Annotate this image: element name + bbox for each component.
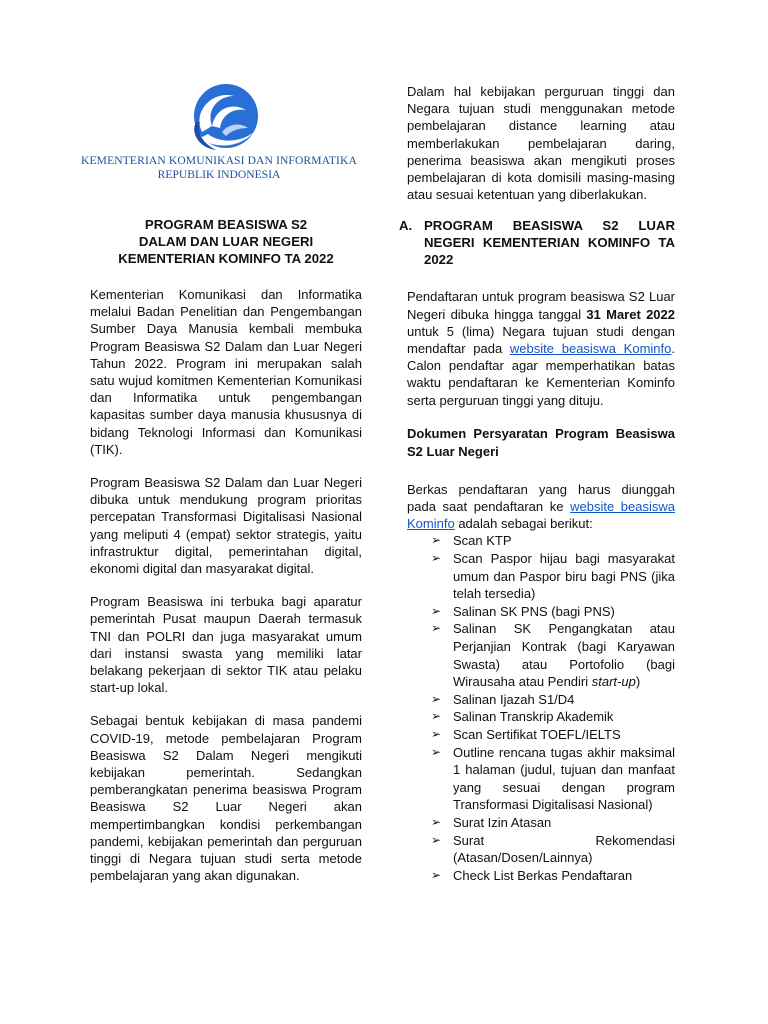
title-line-2: DALAM DAN LUAR NEGERI (138, 234, 314, 249)
upload-text-2: adalah sebagai berikut: (454, 516, 593, 532)
section-letter: A. (399, 218, 413, 234)
upload-text-1: Berkas pendaftaran yang harus diunggah pada saat pendaftaran ke (407, 481, 675, 515)
website-link[interactable]: website beasiswa Kominfo (509, 341, 672, 357)
arrow-bullet-icon: ➢ (431, 551, 442, 566)
list-item: ➢ Salinan SK PNS (bagi PNS) (431, 603, 615, 619)
section-title: PROGRAM BEASISWA S2 LUAR NEGERI KEMENTERIAN KOMINFO TA 2022 (424, 218, 675, 268)
ministry-subtitle: REPUBLIK INDONESIA (157, 168, 281, 181)
arrow-bullet-icon: ➢ (431, 814, 442, 829)
website-link-2[interactable]: website beasiswa Kominfo (407, 499, 676, 532)
list-item: ➢ Salinan Transkrip Akademik (431, 709, 614, 725)
list-item: ➢ Surat Izin Atasan (431, 814, 552, 830)
arrow-bullet-icon: ➢ (431, 832, 442, 847)
left-column (81, 82, 362, 885)
paragraph-intro: Kementerian Komunikasi dan Informatika melalui Badan Penelitian dan Pengembangan Sumber Daya Manusia kembali membuka Program Beasiswa S2 Dalam dan Luar Negeri Tahun 2022. Program ini merupakan salah satu wujud komitmen Kementerian Komunikasi dan Informatika untuk pengembangan kapasitas sumber daya manusia khususnya di bidang Teknologi Informasi dan Komunikasi (TIK). (90, 287, 362, 457)
right-column (399, 83, 676, 884)
list-item: ➢ Scan KTP (431, 533, 512, 549)
arrow-bullet-icon: ➢ (431, 744, 442, 759)
title-line-1: PROGRAM BEASISWA S2 (144, 217, 308, 232)
arrow-bullet-icon: ➢ (431, 709, 442, 724)
paragraph-distance-learning: Dalam hal kebijakan perguruan tinggi dan Negara tujuan studi menggunakan metode pembelajaran distance learning atau memberlakukan pembelajaran daring, penerima beasiswa akan mengikuti proses pembelajaran di kota domisili masing-masing atau sesuai ketentuan yang diberlakukan. (407, 84, 675, 203)
registration-text-1: Pendaftaran untuk program beasiswa S2 Luar Negeri dibuka hingga tanggal (407, 289, 675, 322)
list-item: ➢ Salinan SK Pengangkatan atau Perjanjian Kontrak (bagi Karyawan Swasta) atau Portofolio (bagi Wirausaha atau Pendiri start-up) (431, 621, 675, 690)
registration-text-2: untuk 5 (lima) Negara tujuan studi dengan mendaftar pada (407, 323, 675, 357)
arrow-bullet-icon: ➢ (431, 867, 442, 882)
list-item: ➢ Surat Rekomendasi (Atasan/Dosen/Lainnya) (431, 832, 675, 866)
section-heading-a (399, 217, 675, 268)
ministry-header (74, 82, 360, 186)
arrow-bullet-icon: ➢ (431, 726, 442, 741)
paragraph-purpose: Program Beasiswa S2 Dalam dan Luar Negeri dibuka untuk mendukung program prioritas percepatan Transformasi Digitalisasi Nasional yang meliputi 4 (empat) sektor strategis, yaitu infrastruktur digital, pemerintahan digital, ekonomi digital dan masyarakat digital. (90, 475, 362, 577)
list-item: ➢ Check List Berkas Pendaftaran (431, 867, 633, 883)
ministry-name: KEMENTERIAN KOMUNIKASI DAN INFORMATIKA (81, 154, 357, 167)
list-item: ➢ Scan Sertifikat TOEFL/IELTS (431, 726, 621, 742)
list-item: ➢ Salinan Ijazah S1/D4 (431, 691, 575, 707)
page-title (90, 216, 362, 267)
paragraph-eligibility: Program Beasiswa ini terbuka bagi aparatur pemerintah Pusat maupun Daerah termasuk TNI dan POLRI dan juga masyarakat umum dari instansi swasta yang memiliki latar belakang pekerjaan di sektor TIK atau pelaku start-up lokal. (90, 594, 362, 696)
title-line-3: KEMENTERIAN KOMINFO TA 2022 (118, 251, 334, 266)
paragraph-upload (407, 481, 675, 533)
arrow-bullet-icon: ➢ (431, 621, 442, 636)
documents-heading: Dokumen Persyaratan Program Beasiswa S2 Luar Negeri (407, 425, 675, 459)
list-item: ➢ Scan Paspor hijau bagi masyarakat umum dan Paspor biru bagi PNS (jika telah tersedia) (431, 551, 675, 602)
arrow-bullet-icon: ➢ (431, 691, 442, 706)
arrow-bullet-icon: ➢ (431, 603, 442, 618)
paragraph-pandemic-policy: Sebagai bentuk kebijakan di masa pandemi COVID-19, metode pembelajaran Program Beasiswa S2 Dalam Negeri mengikuti kebijakan pemerintah. Sedangkan pemberangkatan penerima beasiswa Program Beasiswa S2 Luar Negeri akan mempertimbangkan kondisi perkembangan pandemi, kebijakan pemerintah dan perguruan tinggi di Negara tujuan studi serta metode pembelajaran yang akan digunakan. (90, 713, 362, 884)
kominfo-logo-icon (182, 82, 266, 154)
registration-deadline: 31 Maret 2022 (586, 306, 675, 322)
arrow-bullet-icon: ➢ (431, 533, 442, 548)
list-item: ➢ Outline rencana tugas akhir maksimal 1 halaman (judul, tujuan dan manfaat yang sesuai dengan program Transformasi Digitalisasi Nasional) (431, 744, 675, 813)
paragraph-registration (407, 288, 675, 408)
registration-text-3: . Calon pendaftar agar memperhatikan batas waktu pendaftaran ke Kementerian Kominfo serta perguruan tinggi yang dituju. (407, 341, 675, 408)
requirements-list (431, 532, 675, 884)
